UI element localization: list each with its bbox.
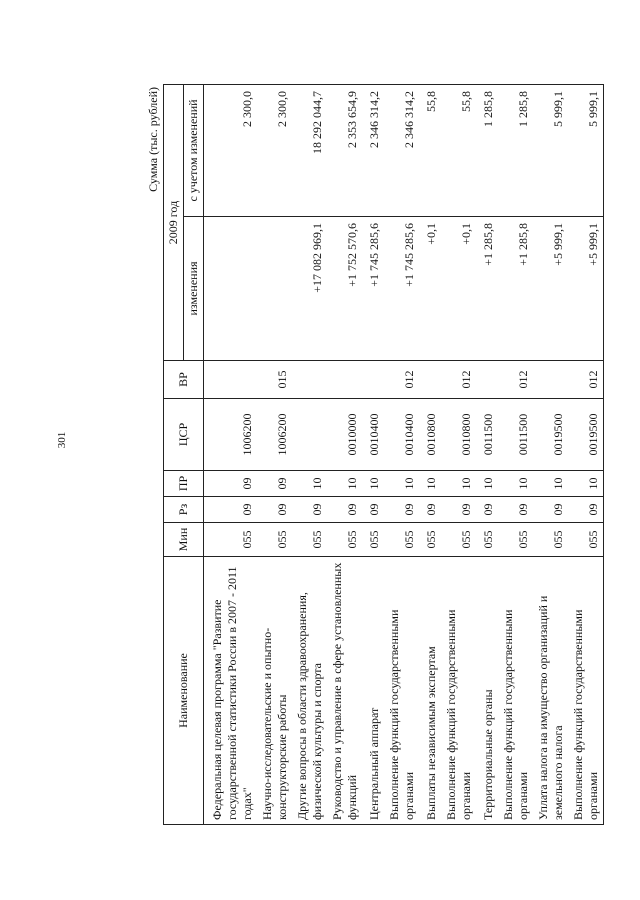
cell-pr: 10 [568, 471, 603, 497]
cell-min: 055 [384, 523, 419, 557]
cell-min: 055 [257, 523, 292, 557]
cell-changes: +1 752 570,6 [327, 217, 362, 361]
cell-name: Федеральная целевая программа "Развитие государственной статистики России в 2007 - 2011 годах" [204, 557, 258, 825]
cell-csr: 0010800 [419, 399, 441, 471]
cell-with-changes: 2 353 654,9 [327, 84, 362, 216]
cell-min: 055 [419, 523, 441, 557]
table-row [257, 84, 292, 824]
cell-min: 055 [441, 523, 476, 557]
cell-pr: 10 [384, 471, 419, 497]
cell-min: 055 [327, 523, 362, 557]
header-with-changes: с учетом изменений [184, 84, 204, 216]
cell-min: 055 [498, 523, 533, 557]
cell-name: Научно-исследовательские и опытно-конструкторские работы [257, 557, 292, 825]
cell-changes: +1 285,8 [498, 217, 533, 361]
cell-with-changes: 55,8 [419, 84, 441, 216]
cell-csr: 0010000 [327, 399, 362, 471]
cell-csr: 0019500 [533, 399, 568, 471]
cell-with-changes: 2 346 314,2 [362, 84, 384, 216]
cell-with-changes: 2 300,0 [204, 84, 258, 216]
cell-csr: 0011500 [476, 399, 498, 471]
table-header [164, 84, 204, 824]
cell-name: Выполнение функций государственными органами [384, 557, 419, 825]
table-row [419, 84, 441, 824]
cell-name: Выполнение функций государственными органами [441, 557, 476, 825]
cell-vr [533, 361, 568, 399]
cell-csr: 0011500 [498, 399, 533, 471]
cell-with-changes: 1 285,8 [476, 84, 498, 216]
cell-rz: 09 [568, 497, 603, 523]
table-row [292, 84, 327, 824]
cell-name: Выполнение функций государственными органами [568, 557, 603, 825]
cell-pr: 10 [362, 471, 384, 497]
cell-csr: 1006200 [204, 399, 258, 471]
cell-vr: 012 [568, 361, 603, 399]
cell-csr: 0010800 [441, 399, 476, 471]
cell-changes: +1 745 285,6 [362, 217, 384, 361]
cell-csr: 0010400 [384, 399, 419, 471]
header-changes: изменения [184, 217, 204, 361]
cell-changes: +0,1 [419, 217, 441, 361]
cell-pr: 10 [441, 471, 476, 497]
cell-name: Выполнение функций государственными органами [498, 557, 533, 825]
cell-vr: 012 [384, 361, 419, 399]
table-row [498, 84, 533, 824]
cell-vr: 015 [257, 361, 292, 399]
header-name: Наименование [164, 557, 204, 825]
cell-pr: 10 [533, 471, 568, 497]
cell-pr: 10 [292, 471, 327, 497]
cell-min: 055 [292, 523, 327, 557]
cell-min: 055 [204, 523, 258, 557]
cell-rz: 09 [476, 497, 498, 523]
cell-min: 055 [533, 523, 568, 557]
cell-with-changes: 55,8 [441, 84, 476, 216]
header-vr: ВР [164, 361, 204, 399]
cell-with-changes: 5 999,1 [568, 84, 603, 216]
table-row [533, 84, 568, 824]
cell-with-changes: 5 999,1 [533, 84, 568, 216]
page-number: 301 [56, 431, 68, 449]
cell-pr: 09 [257, 471, 292, 497]
cell-rz: 09 [362, 497, 384, 523]
cell-csr: 0019500 [568, 399, 603, 471]
table-row [362, 84, 384, 824]
cell-pr: 10 [476, 471, 498, 497]
cell-vr [204, 361, 258, 399]
cell-pr: 10 [498, 471, 533, 497]
cell-with-changes: 18 292 044,7 [292, 84, 327, 216]
cell-changes: +5 999,1 [533, 217, 568, 361]
header-year: 2009 год [164, 84, 184, 360]
cell-csr [292, 399, 327, 471]
budget-table [163, 84, 604, 825]
cell-vr: 012 [441, 361, 476, 399]
cell-vr [327, 361, 362, 399]
cell-rz: 09 [292, 497, 327, 523]
cell-rz: 09 [533, 497, 568, 523]
header-min: Мин [164, 523, 204, 557]
cell-name: Центральный аппарат [362, 557, 384, 825]
cell-with-changes: 2 346 314,2 [384, 84, 419, 216]
cell-changes: +1 745 285,6 [384, 217, 419, 361]
header-rz: Рз [164, 497, 204, 523]
cell-changes: +5 999,1 [568, 217, 603, 361]
cell-name: Выплаты независимым экспертам [419, 557, 441, 825]
cell-rz: 09 [419, 497, 441, 523]
table-caption: Сумма (тыс. рублей) [146, 87, 160, 192]
cell-changes: +17 082 969,1 [292, 217, 327, 361]
cell-min: 055 [362, 523, 384, 557]
cell-vr [419, 361, 441, 399]
cell-rz: 09 [204, 497, 258, 523]
table-row [568, 84, 603, 824]
cell-rz: 09 [441, 497, 476, 523]
cell-pr: 09 [204, 471, 258, 497]
cell-rz: 09 [498, 497, 533, 523]
header-pr: ПР [164, 471, 204, 497]
table-row [327, 84, 362, 824]
cell-csr: 0010400 [362, 399, 384, 471]
table-row [384, 84, 419, 824]
cell-changes: +1 285,8 [476, 217, 498, 361]
cell-rz: 09 [327, 497, 362, 523]
cell-vr: 012 [498, 361, 533, 399]
table-row [204, 84, 258, 824]
cell-min: 055 [476, 523, 498, 557]
cell-changes [204, 217, 258, 361]
table-row [476, 84, 498, 824]
cell-changes [257, 217, 292, 361]
cell-min: 055 [568, 523, 603, 557]
cell-with-changes: 2 300,0 [257, 84, 292, 216]
cell-pr: 10 [327, 471, 362, 497]
cell-vr [362, 361, 384, 399]
cell-vr [476, 361, 498, 399]
cell-name: Уплата налога на имущество организаций и земельного налога [533, 557, 568, 825]
cell-name: Руководство и управление в сфере установленных функций [327, 557, 362, 825]
cell-name: Другие вопросы в области здравоохранения, физической культуры и спорта [292, 557, 327, 825]
rotated-table-container [145, 85, 615, 825]
cell-changes: +0,1 [441, 217, 476, 361]
table-body [204, 84, 604, 824]
cell-rz: 09 [384, 497, 419, 523]
cell-vr [292, 361, 327, 399]
header-csr: ЦСР [164, 399, 204, 471]
cell-pr: 10 [419, 471, 441, 497]
cell-name: Территориальные органы [476, 557, 498, 825]
cell-csr: 1006200 [257, 399, 292, 471]
cell-with-changes: 1 285,8 [498, 84, 533, 216]
cell-rz: 09 [257, 497, 292, 523]
table-row [441, 84, 476, 824]
